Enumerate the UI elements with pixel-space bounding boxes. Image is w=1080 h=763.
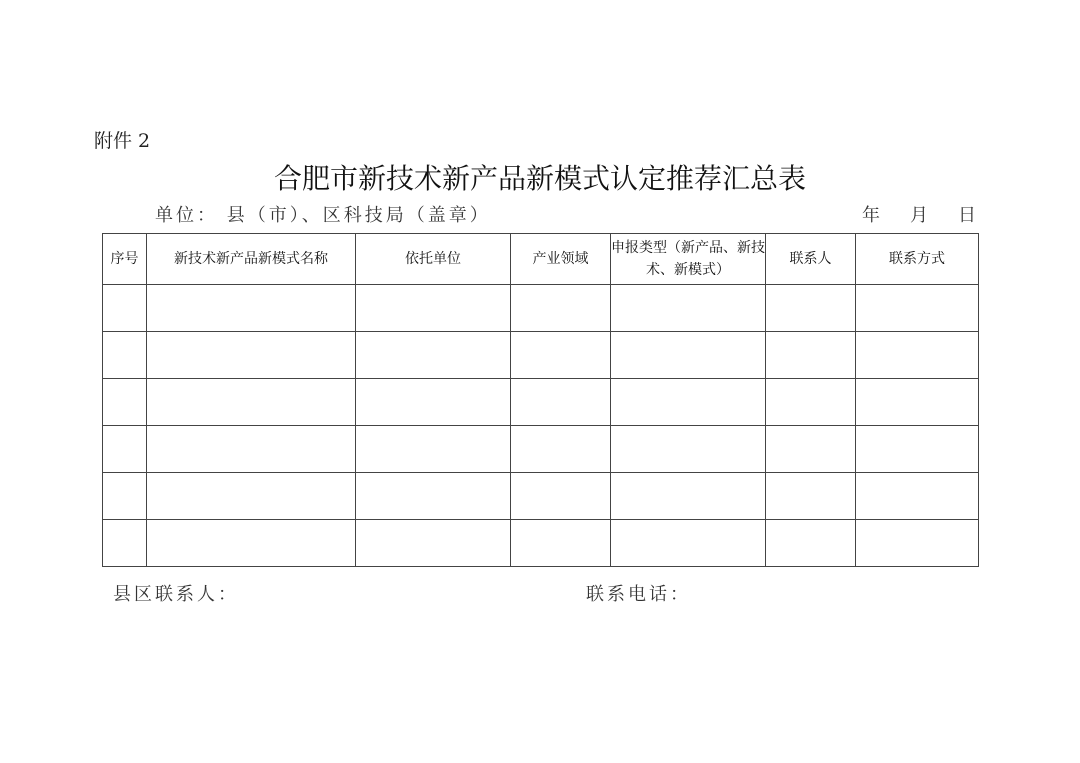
- table-cell: [611, 285, 766, 332]
- date-line: [862, 201, 976, 227]
- header-application-type: 申报类型（新产品、新技术、新模式）: [611, 234, 766, 285]
- table-row: [103, 332, 979, 379]
- table-cell: [103, 285, 147, 332]
- table-row: [103, 473, 979, 520]
- table-cell: [611, 426, 766, 473]
- date-month-label: 月: [910, 205, 928, 226]
- table-cell: [856, 473, 979, 520]
- header-serial-number: 序号: [103, 234, 147, 285]
- unit-line: 单位： 县（市）、区科技局（盖章）: [155, 205, 491, 226]
- table-cell: [103, 520, 147, 567]
- table-cell: [766, 379, 856, 426]
- page-title-text: 合肥市新技术新产品新模式认定推荐汇总表: [273, 162, 806, 195]
- table-cell: [103, 332, 147, 379]
- table-cell: [766, 426, 856, 473]
- table-cell: [356, 426, 511, 473]
- table-cell: [103, 426, 147, 473]
- table-cell: [147, 520, 356, 567]
- table-cell: [611, 332, 766, 379]
- table-cell: [856, 426, 979, 473]
- county-contact-label: 县区联系人：: [113, 584, 239, 605]
- table-cell: [511, 332, 611, 379]
- table-cell: [147, 379, 356, 426]
- date-day-label: 日: [958, 205, 976, 226]
- table-cell: [511, 473, 611, 520]
- table-row: [103, 426, 979, 473]
- table-cell: [147, 332, 356, 379]
- table-cell: [103, 379, 147, 426]
- phone-label: 联系电话：: [586, 584, 691, 605]
- table-row: [103, 379, 979, 426]
- table-cell: [147, 285, 356, 332]
- table-header-row: [103, 234, 979, 285]
- table-cell: [856, 520, 979, 567]
- table-cell: [856, 332, 979, 379]
- table-cell: [356, 520, 511, 567]
- date-year-label: 年: [862, 205, 880, 226]
- table-row: [103, 520, 979, 567]
- table-body: [103, 285, 979, 567]
- table-cell: [356, 285, 511, 332]
- table-cell: [511, 379, 611, 426]
- table-cell: [103, 473, 147, 520]
- attachment-label: 附件 2: [94, 130, 151, 152]
- table-cell: [511, 285, 611, 332]
- table-cell: [356, 473, 511, 520]
- table-cell: [611, 520, 766, 567]
- table-cell: [856, 285, 979, 332]
- header-contact-person: 联系人: [766, 234, 856, 285]
- table-cell: [356, 379, 511, 426]
- table-row: [103, 285, 979, 332]
- table-cell: [766, 520, 856, 567]
- table-cell: [766, 285, 856, 332]
- table-cell: [611, 379, 766, 426]
- table-cell: [356, 332, 511, 379]
- table-cell: [511, 520, 611, 567]
- header-industry-field: 产业领域: [511, 234, 611, 285]
- table-cell: [766, 473, 856, 520]
- table-cell: [856, 379, 979, 426]
- summary-table: [102, 233, 979, 567]
- header-contact-method: 联系方式: [856, 234, 979, 285]
- table-cell: [147, 473, 356, 520]
- header-item-name: 新技术新产品新模式名称: [147, 234, 356, 285]
- table-cell: [766, 332, 856, 379]
- table-cell: [611, 473, 766, 520]
- header-host-unit: 依托单位: [356, 234, 511, 285]
- page-title: [0, 157, 1080, 197]
- table-cell: [511, 426, 611, 473]
- table-cell: [147, 426, 356, 473]
